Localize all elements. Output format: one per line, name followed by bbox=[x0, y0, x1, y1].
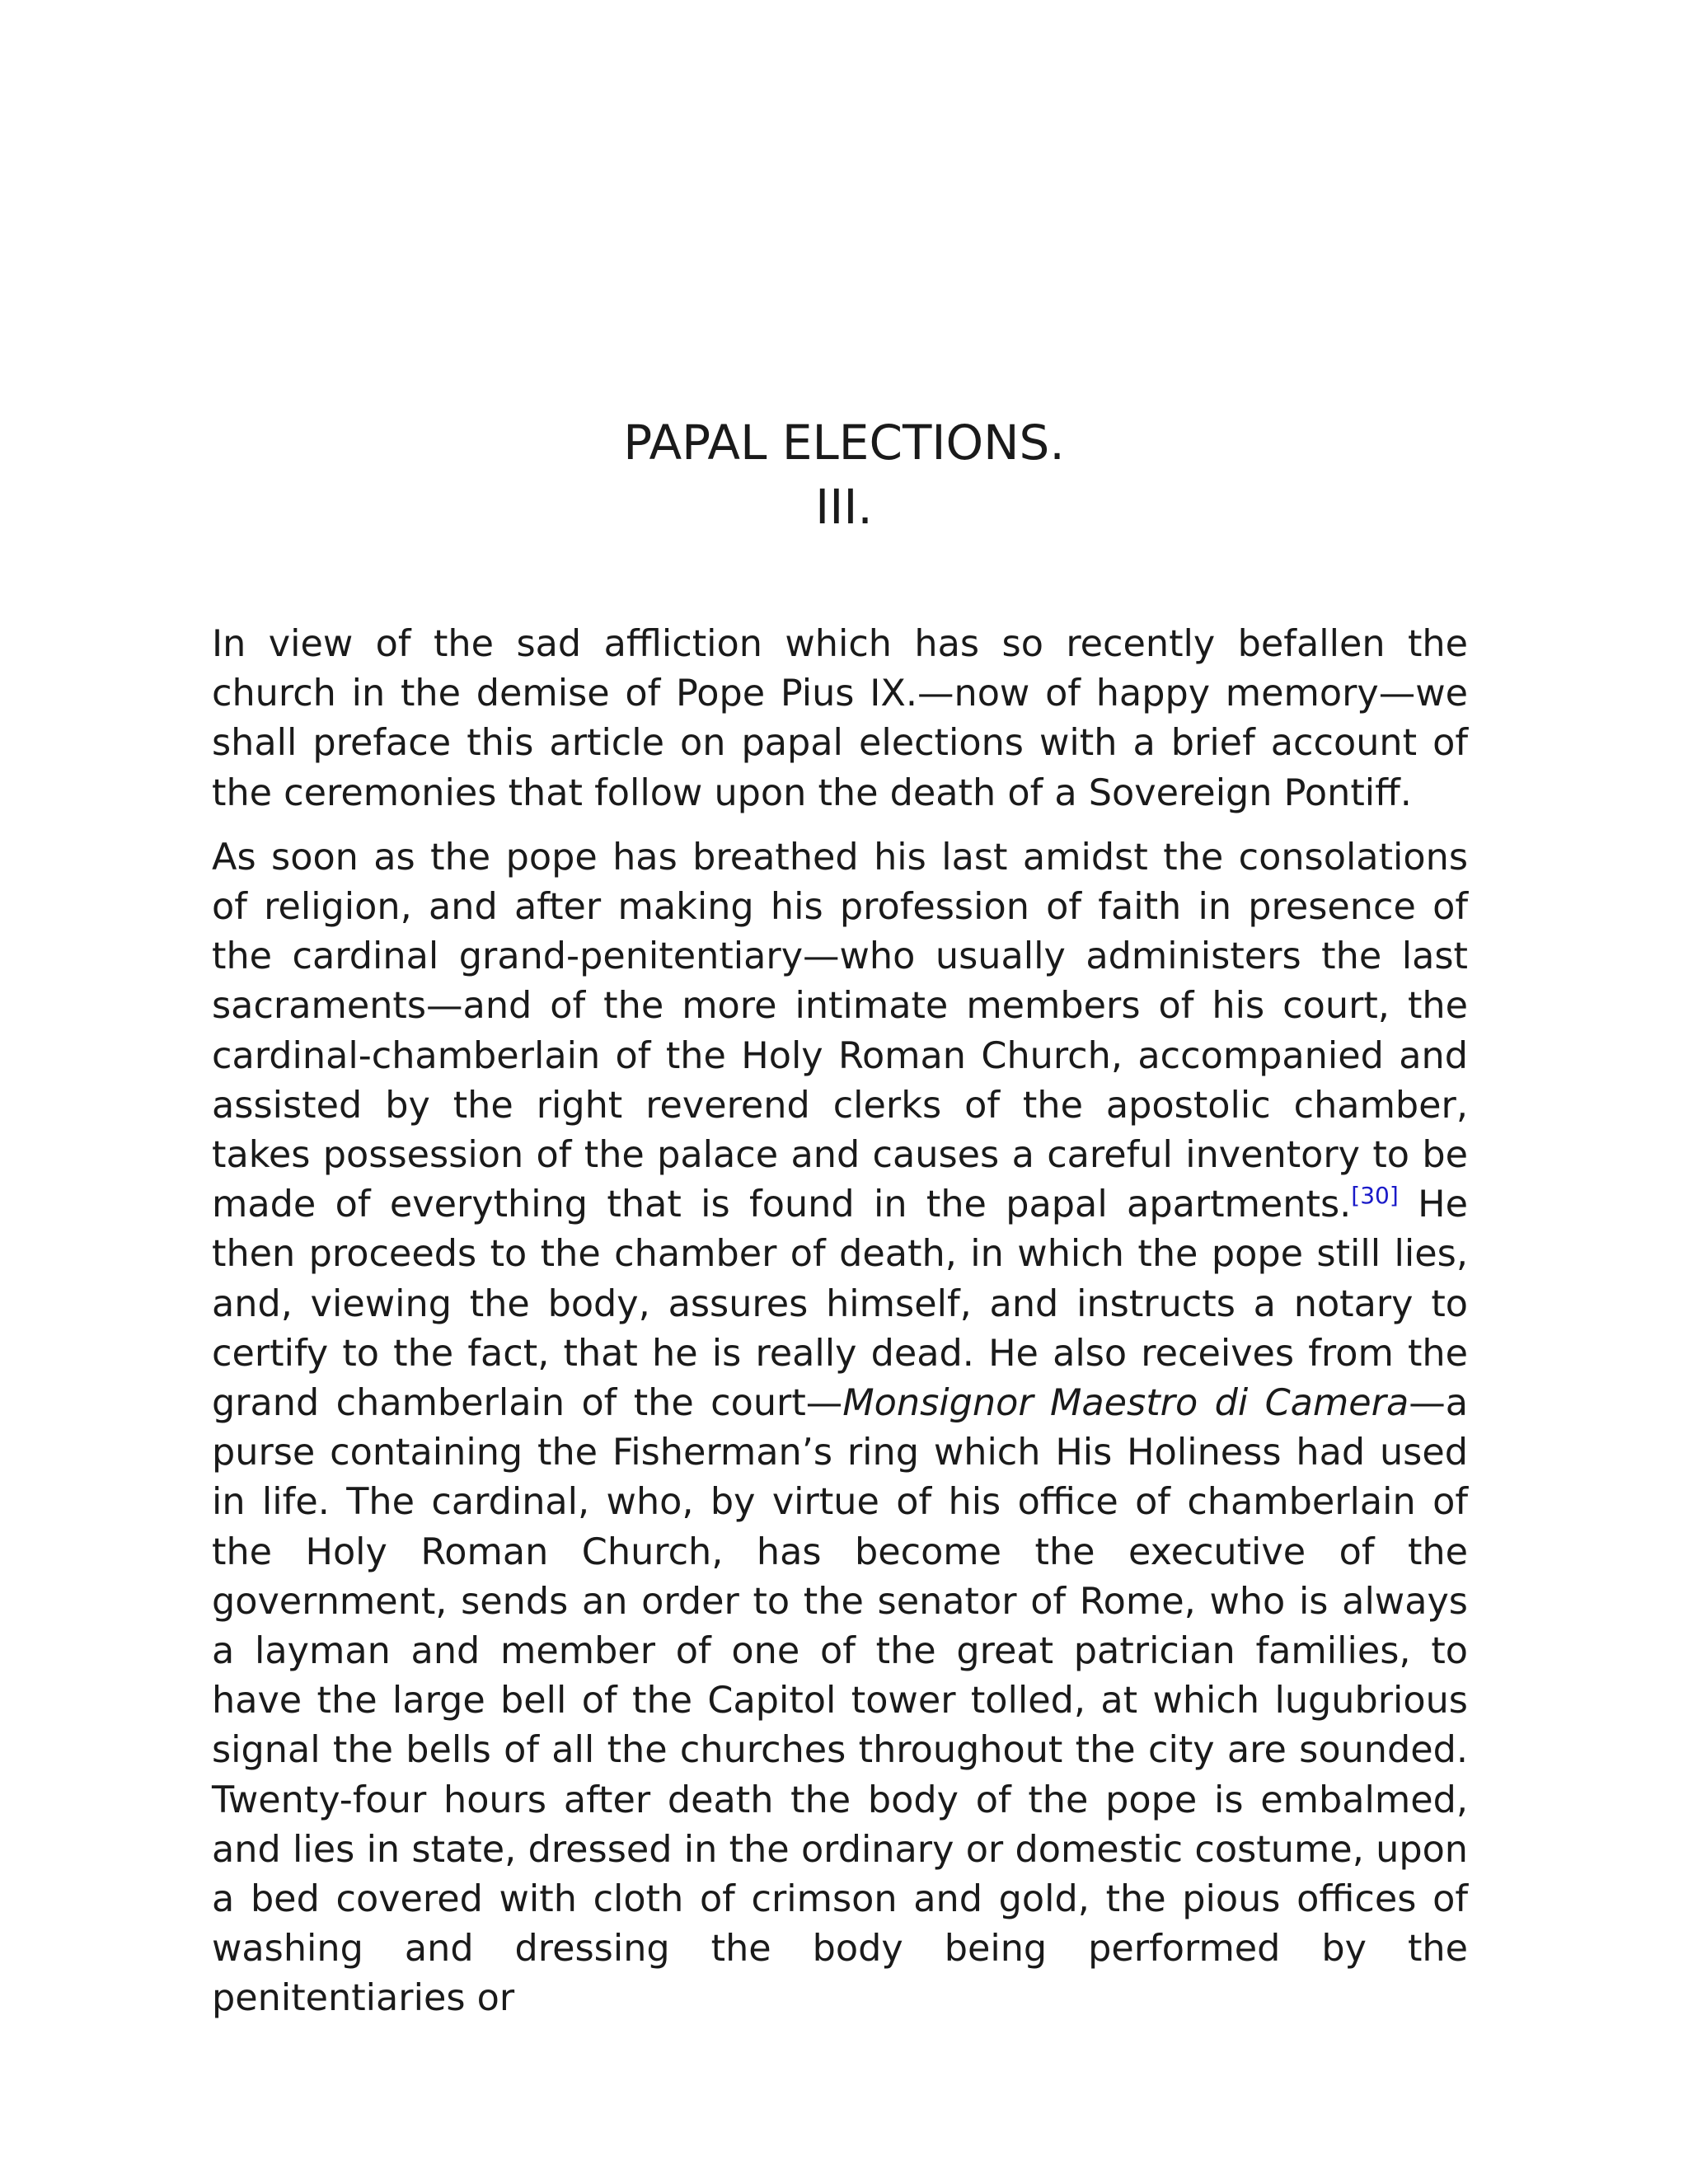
body-text bbox=[212, 620, 1468, 2039]
chapter-heading bbox=[0, 410, 1688, 539]
paragraph-2-text-a: As soon as the pope has breathed his last amidst the consolations of religion, and after making his profession of faith in presence of the cardinal grand-penitentiary—who usually administers the last sacraments—and of the more intimate members of his court, the cardinal-chamberlain of the Holy Roman Church, accompanied and assisted by the right reverend clerks of the apostolic chamber, takes possession of the palace and causes a careful inventory to be made of everything that is found in the papal apartments. bbox=[212, 836, 1468, 1226]
paragraph-2 bbox=[212, 833, 1468, 2024]
paragraph-2-text-c: —a purse containing the Fisherman’s ring which His Holiness had used in life. The cardinal, who, by virtue of his office of chamberlain of the Holy Roman Church, has become the executive of the government, sends an order to the senator of Rome, who is always a layman and member of one of the great patrician families, to have the large bell of the Capitol tower tolled, at which lugubrious signal the bells of all the churches throughout the city are sounded. Twenty-four hours after death the body of the pope is embalmed, and lies in state, dressed in the ordinary or domestic costume, upon a bed covered with cloth of crimson and gold, the pious offices of washing and dressing the body being performed by the penitentiaries or bbox=[212, 1382, 1469, 2020]
paragraph-2-text-b: He then proceeds to the chamber of death, in which the pope still lies, and, viewing the body, assures himself, and instructs a notary to certify to the fact, that he is really dead. He also receives from the grand chamberlain of the court— bbox=[212, 1183, 1468, 1425]
chapter-title: PAPAL ELECTIONS. bbox=[623, 415, 1065, 471]
chapter-number: III. bbox=[815, 479, 873, 535]
footnote-link-30[interactable]: [30] bbox=[1351, 1182, 1399, 1210]
paragraph-2-italic-title: Monsignor Maestro di Camera bbox=[842, 1382, 1409, 1425]
paragraph-1: In view of the sad affliction which has so recently befallen the church in the demise of Pope Pius IX.—now of happy memory—we shall preface this article on papal elections with a brief account of the ceremonies that follow upon the death of a Sovereign Pontiff. bbox=[212, 623, 1468, 814]
